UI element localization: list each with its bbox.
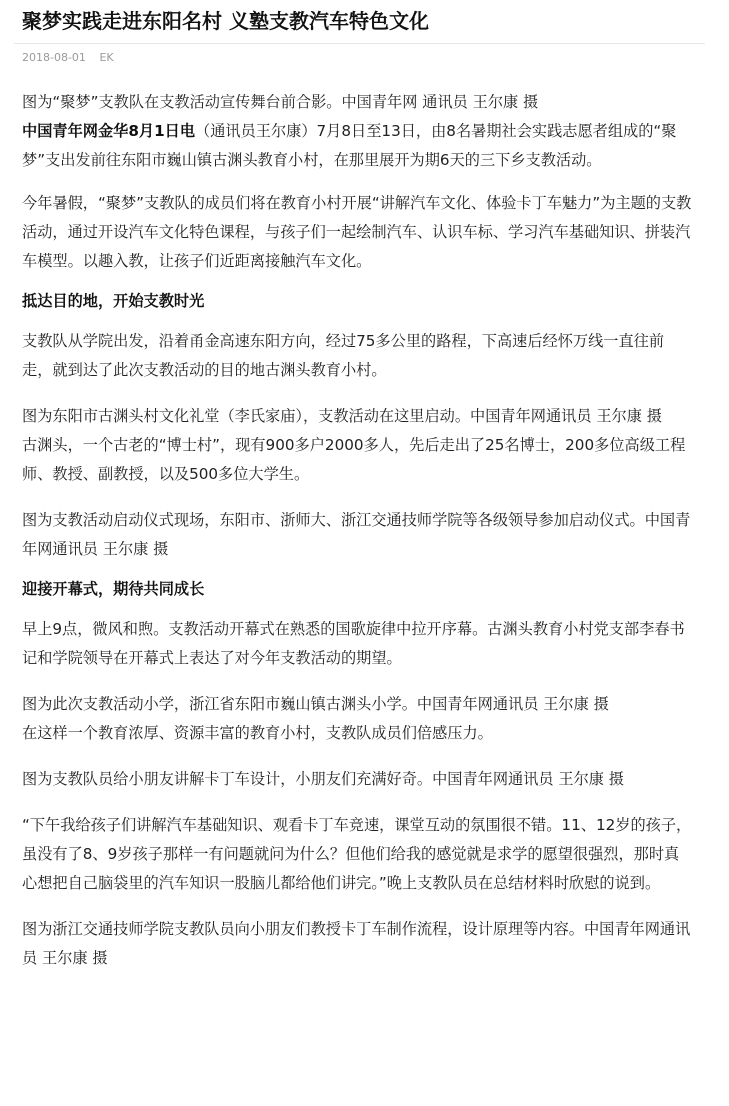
body-paragraph: 今年暑假，“聚梦”支教队的成员们将在教育小村开展“讲解汽车文化、体验卡丁车魅力”为主题的支教活动，通过开设汽车文化特色课程，与孩子们一起绘制汽车、认识车标、学习汽车基础知识、拼装汽车模型。以趣入教，让孩子们近距离接触汽车文化。 (22, 194, 692, 270)
image-caption: 图为东阳市古渊头村文化礼堂（李氏家庙），支教活动在这里启动。中国青年网通讯员 王尔康 摄 (22, 407, 662, 425)
image-caption: 图为此次支教活动小学，浙江省东阳市巍山镇古渊头小学。中国青年网通讯员 王尔康 摄 (22, 695, 609, 713)
body-paragraph: 古渊头，一个古老的“博士村”，现有900多户2000多人，先后走出了25名博士，200多位高级工程师、教授、副教授，以及500多位大学生。 (22, 436, 686, 483)
lead-text: （通讯员王尔康）7月8日至13日，由8名暑期社会实践志愿者组成的“聚梦”支出发前往东阳市巍山镇古渊头教育小村，在那里展开为期6天的三下乡支教活动。 (22, 122, 677, 169)
body-paragraph: “下午我给孩子们讲解汽车基础知识、观看卡丁车竞速，课堂互动的氛围很不错。11、12岁的孩子，虽没有了8、9岁孩子那样一有问题就问为什么？但他们给我的感觉就是求学的愿望很强烈，那时真心想把自己脑袋里的汽车知识一股脑儿都给他们讲完。”晚上支教队员在总结材料时欣慰的说到。 (22, 816, 692, 892)
section-heading: 抵达目的地，开始支教时光 (22, 292, 205, 310)
image-caption: 图为“聚梦”支教队在支教活动宣传舞台前合影。中国青年网 通讯员 王尔康 摄 (22, 93, 539, 111)
article-meta (22, 50, 114, 66)
lead-paragraph (22, 117, 694, 175)
article-title: 聚梦实践走进东阳名村 义塾支教汽车特色文化 (22, 9, 429, 33)
section-heading: 迎接开幕式，期待共同成长 (22, 580, 205, 598)
title-divider (14, 43, 705, 44)
body-paragraph: 早上9点，微风和煦。支教活动开幕式在熟悉的国歌旋律中拉开序幕。古渊头教育小村党支部李春书记和学院领导在开幕式上表达了对今年支教活动的期望。 (22, 620, 685, 667)
image-caption: 图为浙江交通技师学院支教队员向小朋友们教授卡丁车制作流程，设计原理等内容。中国青年网通讯员 王尔康 摄 (22, 920, 691, 967)
author-name: EK (99, 51, 114, 64)
image-caption: 图为支教队员给小朋友讲解卡丁车设计，小朋友们充满好奇。中国青年网通讯员 王尔康 摄 (22, 770, 624, 788)
body-paragraph: 在这样一个教育浓厚、资源丰富的教育小村，支教队成员们倍感压力。 (22, 724, 493, 742)
dateline: 中国青年网金华8月1日电 (22, 122, 196, 140)
body-paragraph: 支教队从学院出发，沿着甬金高速东阳方向，经过75多公里的路程，下高速后经怀万线一直往前走，就到达了此次支教活动的目的地古渊头教育小村。 (22, 332, 665, 379)
image-caption: 图为支教活动启动仪式现场，东阳市、浙师大、浙江交通技师学院等各级领导参加启动仪式。中国青年网通讯员 王尔康 摄 (22, 511, 691, 558)
publish-date: 2018-08-01 (22, 51, 86, 64)
article-body (22, 88, 694, 973)
